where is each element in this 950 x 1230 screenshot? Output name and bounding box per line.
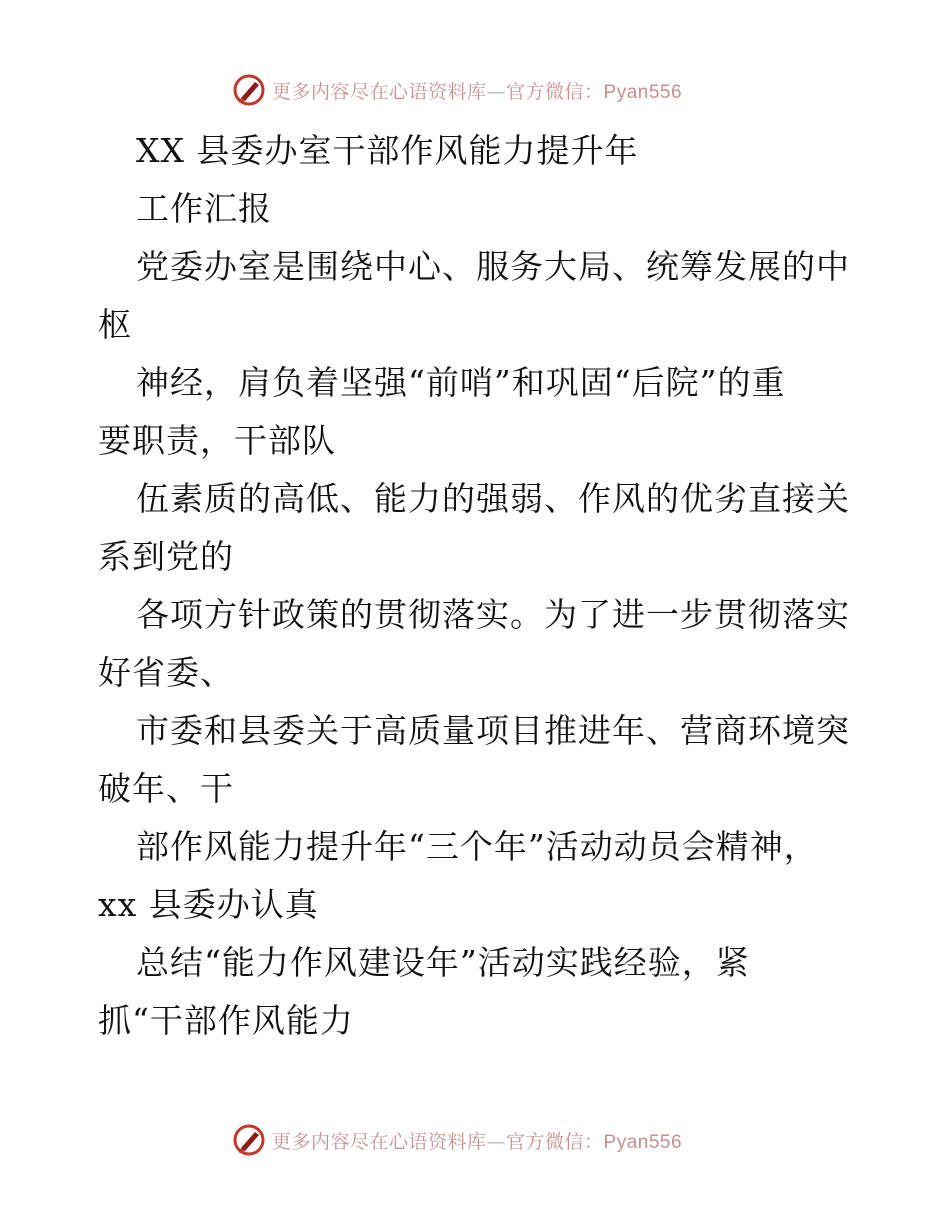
- watermark-text: [272, 77, 682, 104]
- watermark-id: Pyan556: [603, 1131, 683, 1153]
- pen-logo-icon: [232, 1123, 266, 1157]
- text-line: 伍素质的高低、能力的强弱、作风的优劣直接关: [136, 479, 850, 518]
- watermark-main: 更多内容尽在心语资料库: [272, 80, 487, 103]
- text-line: 系到党的: [98, 537, 234, 576]
- text-line: 部作风能力提升年“三个年”活动动员会精神，: [136, 827, 818, 866]
- document-body: [98, 122, 858, 1050]
- watermark-dash: —: [486, 1130, 507, 1153]
- pen-logo-icon: [232, 73, 266, 107]
- footer-watermark: [232, 1120, 682, 1160]
- text-line: 好省委、: [98, 653, 234, 692]
- watermark-main: 更多内容尽在心语资料库: [272, 1130, 487, 1153]
- watermark-suffix: 官方微信：: [506, 80, 604, 103]
- text-line: 总结“能力作风建设年”活动实践经验，紧: [136, 943, 750, 982]
- text-line: 党委办室是围绕中心、服务大局、统筹发展的中: [136, 247, 850, 286]
- text-line: 各项方针政策的贯彻落实。为了进一步贯彻落实: [136, 595, 850, 634]
- text-line: xx 县委办认真: [98, 885, 319, 924]
- text-line: 抓“干部作风能力: [98, 1001, 354, 1040]
- text-line: 要职责，干部队: [98, 421, 336, 460]
- document-title: XX 县委办室干部作风能力提升年: [136, 131, 639, 170]
- watermark-suffix: 官方微信：: [506, 1130, 604, 1153]
- text-line: 神经，肩负着坚强“前哨”和巩固“后院”的重: [136, 363, 786, 402]
- watermark-text: [272, 1127, 682, 1154]
- text-line: 市委和县委关于高质量项目推进年、营商环境突: [136, 711, 850, 750]
- watermark-dash: —: [486, 80, 507, 103]
- document-subtitle: 工作汇报: [136, 189, 272, 228]
- header-watermark: [232, 70, 682, 110]
- watermark-id: Pyan556: [603, 81, 683, 103]
- text-line: 枢: [98, 305, 132, 344]
- text-line: 破年、干: [98, 769, 234, 808]
